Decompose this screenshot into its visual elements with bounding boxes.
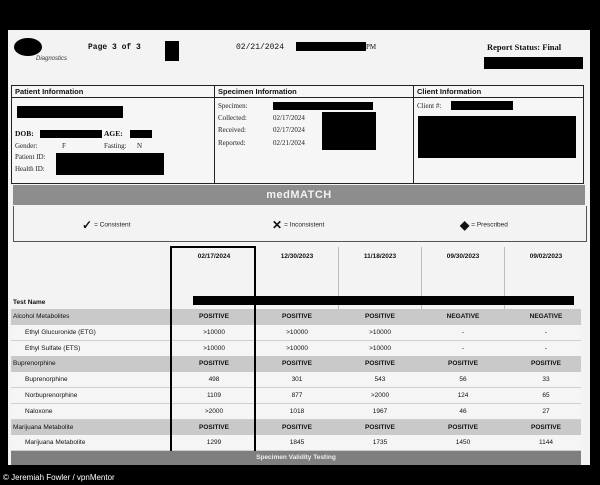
table-row	[11, 372, 581, 388]
table-category-row	[11, 309, 581, 325]
specimen-validity-bar: Specimen Validity Testing	[11, 451, 581, 465]
result-cell: 1967	[372, 407, 388, 415]
table-row	[11, 341, 581, 357]
client-number-label: Client #:	[417, 102, 442, 110]
age-label: AGE:	[104, 129, 123, 138]
redaction	[130, 130, 152, 138]
legend-consistent	[82, 218, 130, 232]
result-cell: POSITIVE	[531, 423, 561, 431]
result-cell: -	[544, 344, 548, 352]
result-cell: >2000	[370, 392, 390, 399]
result-cell: 877	[291, 392, 303, 399]
received-date: 02/17/2024	[273, 126, 305, 134]
test-name-cell: Ethyl Sulfate (ETS)	[25, 344, 81, 352]
patient-info-box	[11, 85, 215, 184]
specimen-info-title: Specimen Information	[215, 86, 413, 98]
page-number: Page 3 of 3	[88, 43, 141, 52]
date-header: 11/18/2023	[363, 253, 397, 260]
test-name-cell: Marijuana Metabolite	[25, 439, 86, 447]
health-id-label: Health ID:	[15, 165, 45, 173]
redaction	[484, 57, 583, 69]
checkmark-icon: ✓	[82, 218, 93, 232]
specimen-info-box	[214, 85, 414, 184]
test-name-cell: Buprenorphine	[13, 360, 56, 368]
results-table	[11, 247, 581, 466]
fasting-label: Fasting:	[104, 142, 127, 150]
client-info-box	[413, 85, 584, 184]
date-header: 09/02/2023	[529, 253, 563, 260]
test-name-header: Test Name	[13, 299, 46, 306]
result-cell: 301	[291, 376, 303, 384]
redaction	[418, 116, 576, 158]
result-cell: POSITIVE	[531, 360, 561, 368]
legend-prescribed-label: = Prescribed	[471, 221, 508, 229]
gender-label: Gender:	[15, 142, 38, 150]
table-category-row	[11, 356, 581, 372]
result-cell: POSITIVE	[365, 313, 395, 320]
result-cell: >10000	[369, 344, 391, 352]
result-cell: POSITIVE	[282, 313, 312, 320]
result-cell: >2000	[204, 407, 224, 415]
reported-label: Reported:	[218, 139, 246, 147]
result-cell: >10000	[286, 344, 308, 352]
result-cell: -	[544, 328, 548, 336]
result-cell: 1845	[289, 439, 305, 447]
result-cell: 1109	[207, 392, 221, 399]
photo-credit: © Jeremiah Fowler / vpnMentor	[3, 473, 115, 482]
legend-prescribed	[460, 218, 508, 232]
test-name-cell: Buprenorphine	[25, 376, 68, 384]
redaction	[40, 130, 102, 138]
redaction	[273, 102, 373, 110]
result-cell: 27	[542, 407, 550, 415]
result-cell: POSITIVE	[199, 360, 229, 368]
result-cell: 56	[459, 376, 467, 384]
test-name-cell: Norbuprenorphine	[25, 392, 78, 399]
result-cell: >10000	[203, 344, 225, 352]
collected-label: Collected:	[218, 114, 247, 122]
x-mark-icon: ✕	[272, 218, 283, 232]
result-cell: NEGATIVE	[446, 313, 480, 320]
result-cell: POSITIVE	[199, 313, 229, 320]
legend-consistent-label: = Consistent	[94, 221, 131, 229]
patient-info-title: Patient Information	[12, 86, 214, 98]
reported-date: 02/21/2024	[273, 139, 305, 147]
redaction	[56, 153, 164, 175]
table-row	[11, 404, 581, 420]
result-cell: 1144	[539, 439, 553, 447]
table-row	[11, 388, 581, 404]
logo-subtitle: Diagnostics	[36, 56, 68, 62]
result-cell: POSITIVE	[282, 423, 312, 431]
result-cell: >10000	[369, 328, 391, 336]
redaction	[17, 106, 123, 118]
legend-inconsistent-label: = Inconsistent	[284, 221, 325, 229]
current-result-highlight	[170, 246, 256, 454]
dob-label: DOB:	[15, 129, 34, 138]
result-cell: POSITIVE	[282, 360, 312, 368]
result-cell: 33	[542, 376, 550, 384]
result-cell: 1450	[455, 439, 471, 447]
date-header: 12/30/2023	[280, 253, 314, 260]
collected-date: 02/17/2024	[273, 114, 305, 122]
gender-value: F	[62, 142, 66, 150]
lab-report-page	[8, 30, 590, 465]
table-row	[11, 435, 581, 451]
test-name-cell: Alcohol Metabolites	[13, 313, 70, 320]
result-cell: 543	[374, 376, 386, 384]
result-cell: POSITIVE	[365, 360, 395, 368]
result-cell: POSITIVE	[448, 360, 478, 368]
result-cell: -	[461, 328, 465, 336]
result-cell: 498	[208, 376, 220, 384]
redaction	[296, 42, 366, 51]
result-cell: 1735	[372, 439, 388, 447]
report-date: 02/21/2024	[236, 43, 285, 52]
report-status: Report Status: Final	[487, 42, 562, 52]
lab-logo-icon	[14, 38, 42, 56]
patient-id-label: Patient ID:	[15, 153, 46, 161]
legend-inconsistent	[272, 218, 324, 232]
test-name-cell: Marijuana Metabolite	[13, 423, 74, 431]
client-info-title: Client Information	[414, 86, 583, 98]
result-cell: >10000	[203, 328, 225, 336]
result-cell: 46	[459, 407, 467, 415]
redaction	[322, 112, 376, 150]
redaction	[451, 101, 513, 110]
result-cell: POSITIVE	[448, 423, 478, 431]
table-category-row	[11, 420, 581, 436]
received-label: Received:	[218, 126, 246, 134]
result-cell: POSITIVE	[365, 423, 395, 431]
result-cell: >10000	[286, 328, 308, 336]
result-cell: POSITIVE	[199, 423, 229, 431]
date-header: 09/30/2023	[446, 253, 480, 260]
medmatch-legend	[13, 206, 587, 242]
table-row	[11, 325, 581, 341]
medmatch-banner: medMATCH	[13, 185, 585, 205]
test-name-cell: Naloxone	[25, 407, 53, 415]
report-time-suffix: PM	[366, 43, 377, 51]
result-cell: 124	[457, 392, 469, 399]
specimen-label: Specimen:	[218, 102, 248, 110]
result-cell: 1299	[206, 439, 222, 447]
date-header: 02/17/2024	[197, 253, 231, 260]
result-cell: 1018	[289, 407, 305, 415]
fasting-value: N	[137, 142, 143, 150]
result-cell: -	[461, 344, 465, 352]
test-name-cell: Ethyl Glucuronide (ETG)	[25, 328, 96, 336]
result-cell: NEGATIVE	[529, 313, 563, 320]
diamond-icon: ◆	[460, 218, 470, 232]
redaction	[165, 41, 179, 61]
result-cell: 65	[542, 392, 550, 399]
